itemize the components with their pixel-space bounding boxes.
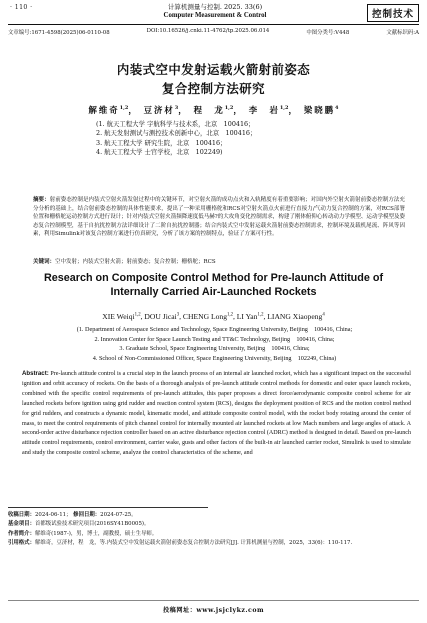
chinese-authors: 解维奇$^{1,2}$， 豆济材$^3$， 程 龙$^{1,2}$， 李 岩$^{1,2}$， 梁晓鹏$^4$ <box>88 105 339 115</box>
journal-header <box>120 3 310 20</box>
author: CHENG Long$^{1,2}$ <box>182 312 233 321</box>
affiliation: 4. 航天工程大学 士官学校，北京 102249) <box>96 147 223 156</box>
keywords-text: 空中发射；内装式空射火箭；射前姿态；复合控制；栅格舵；RCS <box>55 259 216 265</box>
footnote-fund: 基金项目：首都级试验技术研究项目(2016SY41B0005)。 <box>8 521 150 528</box>
footnote-dates: 收稿日期：2024-06-11； 修回日期：2024-07-25。 <box>8 512 137 518</box>
footnote-author: 作者简介：解维奇(1987-)，男，博士，副教授，硕士生导师。 <box>8 530 158 537</box>
author: 程 龙$^{1,2}$ <box>193 105 234 115</box>
abstract-text: 射前姿态控制是内装式空射火箭发射过程中的关键环节，对空射火箭的成功点火和入轨精度有着重要影响；对国内外空射火箭射前姿态控制方法充分分析的基础上，结合射前姿态控制的具体性能要求，提出了一种采用栅格舵和RCS对空射火箭点火前进行直接力/气动力复合控制的方案，对RCS部署位置和栅格舵运动控制方式进行设计；针对内装式空射火箭频降速度低马赫?的大攻角变化控制需求，构建了刚体俯仰心转动动力学模型、运动学模型及姿态复合控制模型，基于自抗扰控制方法详细设计了二阶自抗扰控制器；结合内装式空中发射运载火箭射前姿态控制需求，控制环境及载机尾流、阵风等因素，利用Simulink对该复合控制方案进行仿真研究，分析了该方案的控制特点，验证了方案可行性。 <box>33 197 405 238</box>
journal-name-cn: 计算机测量与控制. 2025. 33(6) <box>167 3 263 11</box>
article-number: 文章编号:1671-4598(2025)06-0110-08 <box>8 30 110 36</box>
affiliation: 2. Innovation Center for Space Launch Testing and TT&C Technology, Beijing 100416, China; <box>94 335 335 343</box>
bottom-rule <box>8 600 419 601</box>
document-code: 文献标识码:A <box>386 30 419 36</box>
page-number: · 110 · <box>10 4 33 11</box>
author: LI Yan$^{1,2}$ <box>236 312 264 321</box>
footnote-citation: 引用格式：解维奇，豆济材，程 龙，等.内装式空中发射运载火箭射前姿态复合控制方法研究[J]. 计算机测量与控制，2025，33(6)：110-117. <box>8 540 353 547</box>
chinese-title-line-1: 内装式空中发射运载火箭射前姿态 <box>116 62 311 77</box>
article-meta <box>8 28 419 36</box>
journal-name-en: Computer Measurement & Control <box>163 11 267 19</box>
affiliation: 3. 航天工程大学 研究生院，北京 100416； <box>96 138 227 147</box>
chinese-affiliations <box>96 120 256 157</box>
chinese-keywords <box>33 257 405 265</box>
abstract-label: 摘要： <box>33 197 50 203</box>
author: DOU Jicai$^3$ <box>144 312 180 321</box>
submission-url[interactable]: 投稿网址：www.jsjclykz.com <box>162 607 265 614</box>
footnotes <box>8 511 415 549</box>
english-affiliations <box>22 325 407 363</box>
author: LIANG Xiaopeng$^4$ <box>267 312 325 321</box>
author: XIE Weiqi$^{1,2}$ <box>102 312 141 321</box>
doi: DOI:10.16526/j.cnki.11-4762/tp.2025.06.014 <box>146 28 270 34</box>
chinese-title-line-2: 复合控制方法研究 <box>161 81 266 96</box>
chinese-abstract <box>33 196 405 239</box>
affiliation: 2. 航天发射测试与测控技术创新中心，北京 100416； <box>96 129 257 138</box>
english-abstract <box>22 369 411 459</box>
header-rule <box>8 24 419 25</box>
english-authors: XIE Weiqi$^{1,2}$, DOU Jicai$^3$, CHENG Long$^{1,2}$, LI Yan$^{1,2}$, LIANG Xiaopeng$^4$ <box>102 312 325 321</box>
affiliation: (1. 航天工程大学 宇航科学与技术系，北京 100416； <box>96 120 255 128</box>
clc-number: 中图分类号:V448 <box>306 30 350 36</box>
author: 梁晓鹏$^4$ <box>303 105 339 115</box>
chinese-title <box>0 60 427 98</box>
author: 豆济材$^3$ <box>143 105 179 115</box>
english-title <box>0 271 427 299</box>
section-badge: 控制技术 <box>367 4 419 22</box>
footnote-rule <box>8 507 208 508</box>
author: 李 岩$^{1,2}$ <box>248 105 289 115</box>
english-title-line-1: Research on Composite Control Method for Pre-launch Attitude of <box>43 272 384 284</box>
affiliation: (1. Department of Aerospace Science and Technology, Space Engineering University, Beijing 100416, China; <box>76 326 353 333</box>
affiliation: 4. School of Non-Commissioned Officer, Space Engineering University, Beijing 102249, China) <box>92 354 337 362</box>
author: 解维奇$^{1,2}$ <box>88 105 129 115</box>
affiliation: 3. Graduate School, Space Engineering University, Beijing 100416, China; <box>119 345 310 353</box>
abstract-label: Abstract: <box>22 370 49 377</box>
english-title-line-2: Internally Carried Air-Launched Rockets <box>110 286 317 298</box>
abstract-text: Pre-launch attitude control is a crucial step in the launch process of an internal air launched rocket, which has a significant impact on the successful ignition and orbit accuracy of rockets. On the basis of a thorough analysis of pre-launch attitude control methods for domestic and outer space launch rockets, combined with the specific control requirements of pre-launch attitudes, this paper proposes a direct force/aerodynamic composite control scheme for air launched rockets before ignition using grid rudder and reaction control system (RCS), designs the deployment position of RCS and the motion control method for grid rudders, and constructs a dynamic model, kinematic model, and attitude composite control model, with the rocket body rotating around the center of mass, to meet the control requirements of pitch channel control for internally mounted air launched rockets at low Mach numbers and large angles of attack. A second-order active disturbance rejection controller based on an active disturbance rejection control (ADRC) method is designed in detail. Based on pre-launch attitude control requirements, control environment, carrier wake, gusts and other factors of the built-in air launched carrier rocket, Simulink is used to simulate and study the composite control scheme, analyze the control characteristics of the scheme, and <box>22 371 411 457</box>
keywords-label: 关键词： <box>33 259 56 265</box>
